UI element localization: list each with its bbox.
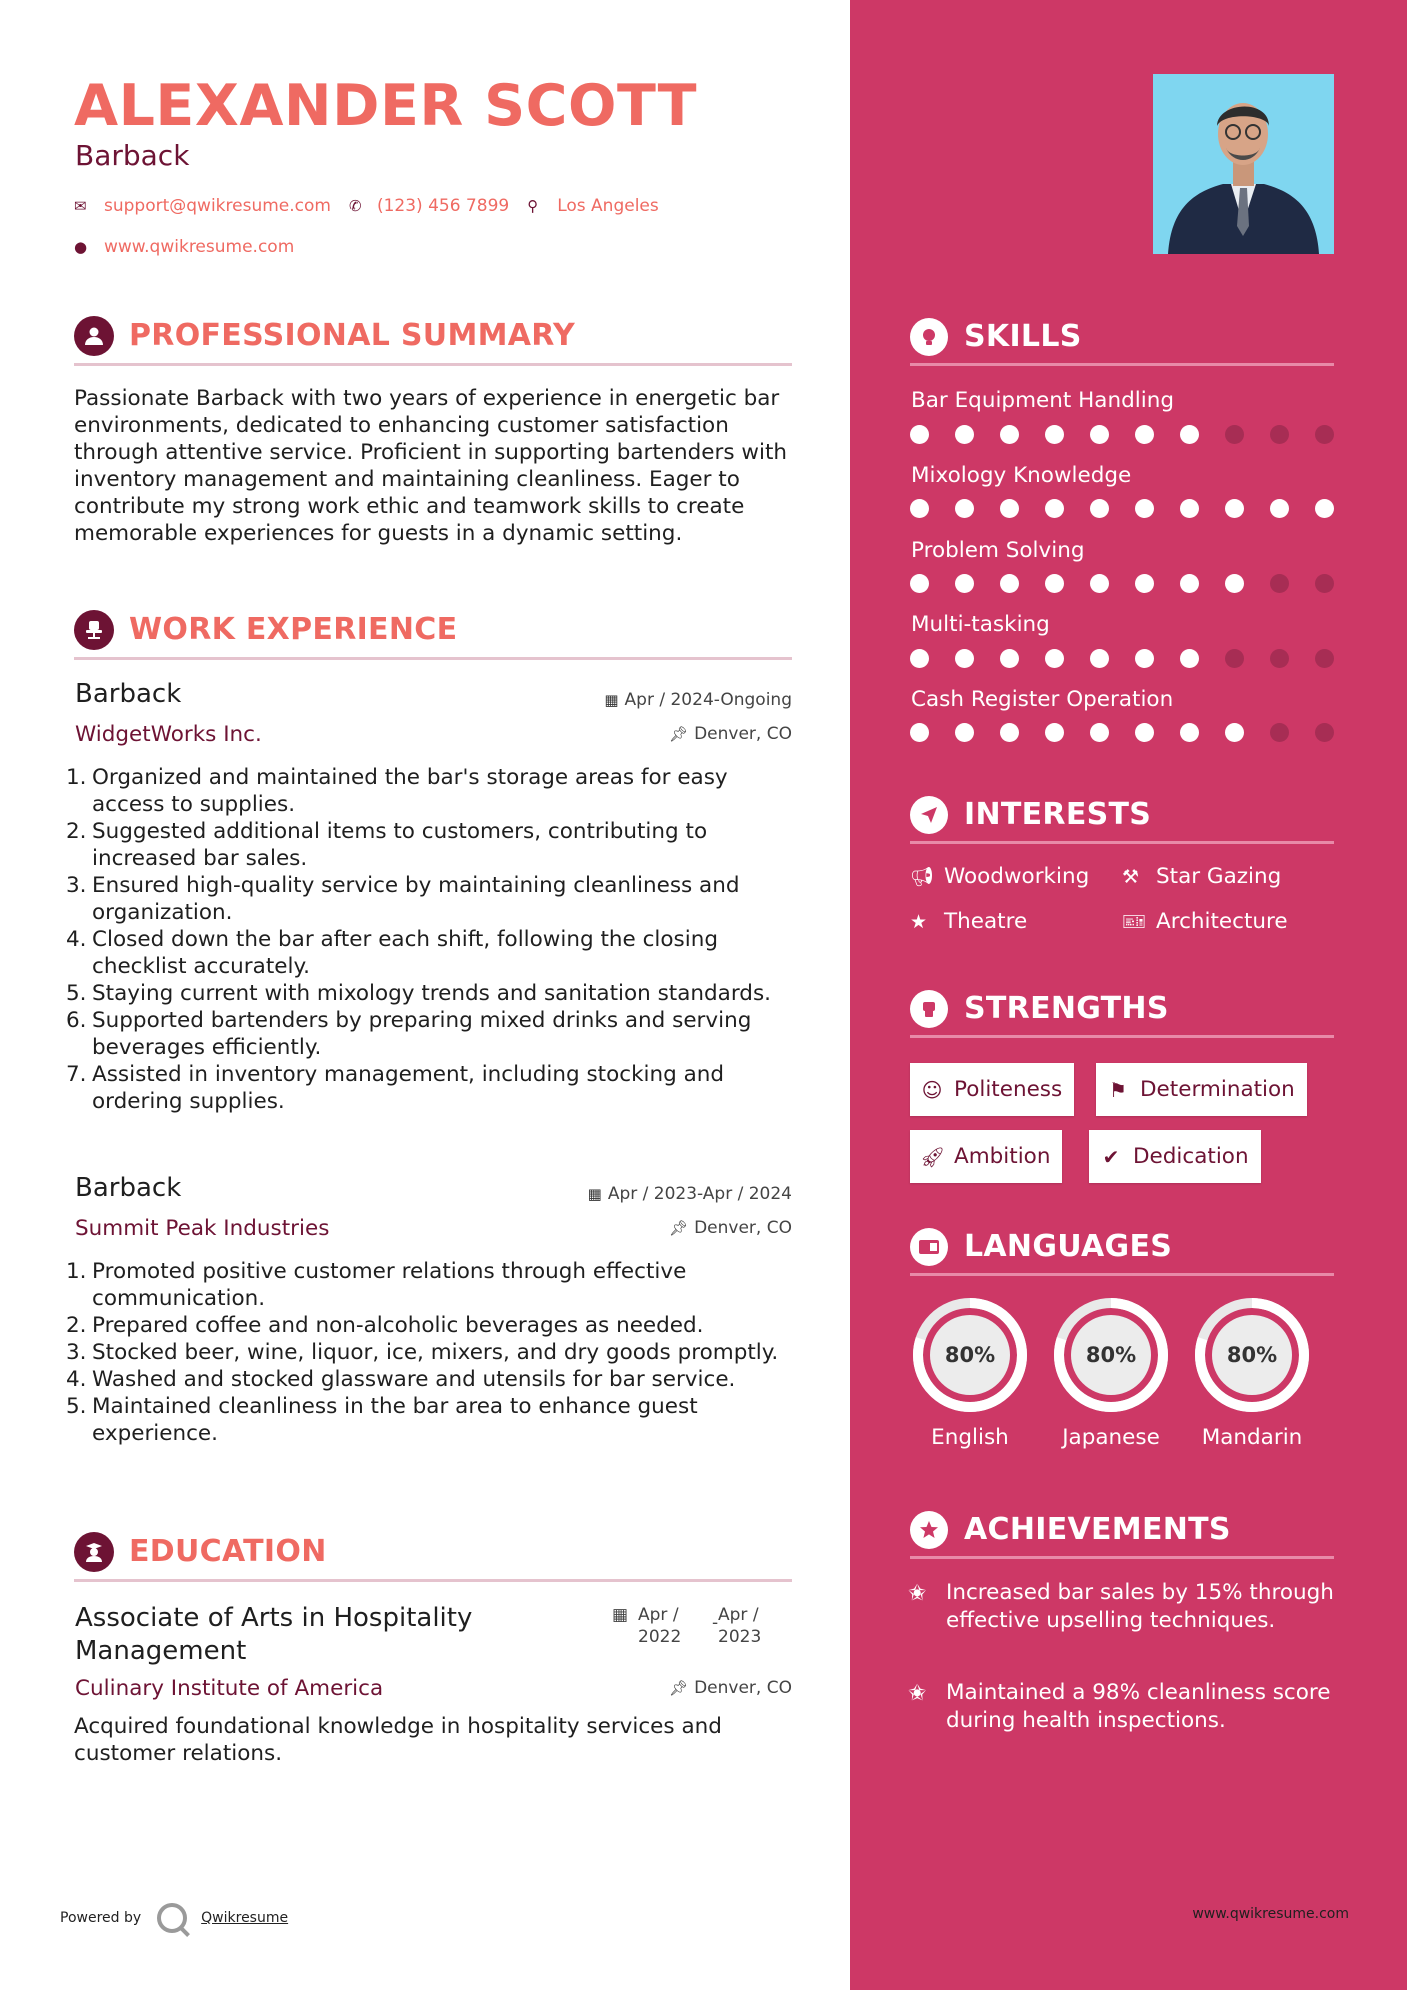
interest-item xyxy=(910,909,1027,935)
skill-dot-filled xyxy=(1135,649,1154,668)
education-section-header xyxy=(74,1526,792,1582)
languages-section-header xyxy=(910,1220,1334,1276)
skill-dot-filled xyxy=(1090,723,1109,742)
skills-section-header xyxy=(910,310,1334,366)
skill-dot-empty xyxy=(1315,425,1334,444)
star-icon: ✬ xyxy=(908,1581,927,1606)
achievement-text: Increased bar sales by 15% through effective upselling techniques. xyxy=(946,1580,1334,1633)
phone-icon: ✆ xyxy=(348,197,362,215)
strengths-heading: STRENGTHS xyxy=(964,991,1169,1026)
skill-dot-filled xyxy=(910,425,929,444)
skill-dot-filled xyxy=(1180,649,1199,668)
skills-heading: SKILLS xyxy=(964,319,1082,354)
gavel-icon: ⚒ xyxy=(1122,866,1140,888)
skill-dot-filled xyxy=(1090,425,1109,444)
strength-tag xyxy=(1089,1130,1261,1183)
skill-dot-filled xyxy=(1000,425,1019,444)
strength-label: Ambition xyxy=(954,1144,1051,1169)
skill-name: Cash Register Operation xyxy=(911,687,1174,712)
interest-label: Theatre xyxy=(944,909,1028,934)
skill-dot-filled xyxy=(1090,499,1109,518)
edu-date-start-month: Apr / xyxy=(638,1605,679,1625)
qwikresume-logo-icon xyxy=(157,1903,187,1933)
skill-dot-filled xyxy=(1135,723,1154,742)
edu-date-end-month: Apr / xyxy=(718,1605,759,1625)
edu-location-text: Denver, CO xyxy=(694,1678,792,1698)
footer-website[interactable]: www.qwikresume.com xyxy=(1192,1906,1349,1922)
skill-dot-empty xyxy=(1270,574,1289,593)
edu-date-end xyxy=(718,1604,761,1648)
skill-rating xyxy=(910,649,1330,669)
degree-title: Associate of Arts in Hospitality Management xyxy=(75,1603,473,1666)
calendar-icon: ▦ xyxy=(587,1185,602,1203)
rocket-icon: 🚀︎ xyxy=(920,1144,946,1169)
summary-text: Passionate Barback with two years of experience in energetic bar environments, dedicated to enhancing customer satisfaction through attentive service. Proficient in supporting bartenders with inventory management and maintaining cleanliness. Eager to contribute my strong work ethic and teamwork skills to create memorable experiences for guests in a dynamic setting. xyxy=(74,386,788,546)
language-percent: 80% xyxy=(1226,1343,1278,1367)
profile-photo xyxy=(1153,74,1334,254)
skill-dot-filled xyxy=(955,499,974,518)
interest-label: Woodworking xyxy=(944,864,1090,889)
interest-item xyxy=(1122,864,1281,890)
languages-heading: LANGUAGES xyxy=(964,1229,1173,1264)
list-item: 5. Maintained cleanliness in the bar area to enhance guest experience. xyxy=(66,1394,698,1446)
edu-location xyxy=(669,1677,792,1699)
skill-dot-filled xyxy=(910,499,929,518)
website-row xyxy=(74,236,312,258)
interest-item xyxy=(910,864,1089,890)
job-location xyxy=(669,1217,792,1239)
achievement-text: Maintained a 98% cleanliness score during health inspections. xyxy=(946,1680,1331,1733)
list-item: 5. Staying current with mixology trends and sanitation standards. xyxy=(66,981,771,1006)
star-badge-icon xyxy=(910,1511,948,1549)
skill-dot-filled xyxy=(955,425,974,444)
edu-date-start-year: 2022 xyxy=(638,1627,682,1647)
job-company: WidgetWorks Inc. xyxy=(75,722,262,747)
candidate-title: Barback xyxy=(75,139,190,172)
strength-tag xyxy=(910,1063,1074,1116)
language-gauge xyxy=(1051,1295,1171,1415)
interests-section-header xyxy=(910,788,1334,844)
paper-plane-icon xyxy=(910,796,948,834)
skill-dot-filled xyxy=(1315,499,1334,518)
language-name: Japanese xyxy=(1062,1425,1160,1450)
interest-label: Star Gazing xyxy=(1156,864,1282,889)
globe-icon: ● xyxy=(74,238,88,256)
skill-dot-filled xyxy=(955,723,974,742)
language-icon xyxy=(910,1228,948,1266)
powered-by xyxy=(60,1903,288,1933)
flag-icon: ⚑ xyxy=(1109,1077,1127,1102)
achievements-section-header xyxy=(910,1503,1334,1559)
skill-dot-filled xyxy=(1045,723,1064,742)
experience-heading: WORK EXPERIENCE xyxy=(129,612,458,647)
interests-heading: INTERESTS xyxy=(964,797,1152,832)
language-item xyxy=(1192,1295,1312,1451)
summary-section-header xyxy=(74,310,792,366)
skill-dot-filled xyxy=(955,649,974,668)
language-percent: 80% xyxy=(944,1343,996,1367)
office-chair-icon xyxy=(74,610,114,650)
skill-dot-filled xyxy=(1090,649,1109,668)
calendar-icon: ▦ xyxy=(612,1605,629,1625)
job-location-text: Denver, CO xyxy=(694,724,792,744)
skill-dot-empty xyxy=(1270,649,1289,668)
list-item: 3. Stocked beer, wine, liquor, ice, mixers, and dry goods promptly. xyxy=(66,1340,779,1365)
job-date xyxy=(588,1183,792,1205)
skill-dot-filled xyxy=(1090,574,1109,593)
skill-dot-filled xyxy=(910,574,929,593)
skill-dot-filled xyxy=(1000,574,1019,593)
strength-tag xyxy=(1096,1063,1307,1116)
strengths-section-header xyxy=(910,982,1334,1038)
skill-rating xyxy=(910,499,1330,519)
skill-rating xyxy=(910,574,1330,594)
list-item: 2. Suggested additional items to customers, contributing to increased bar sales. xyxy=(66,819,708,871)
job-duties-list xyxy=(66,764,796,1115)
lightbulb-icon xyxy=(910,318,948,356)
list-item: 4. Washed and stocked glassware and utensils for bar service. xyxy=(66,1367,736,1392)
check-circle-icon: ✔ xyxy=(1102,1144,1120,1169)
user-icon xyxy=(74,316,114,356)
strength-tag xyxy=(910,1130,1062,1183)
graduate-icon xyxy=(74,1532,114,1572)
skill-name: Problem Solving xyxy=(911,538,1085,563)
job-company: Summit Peak Industries xyxy=(75,1216,330,1241)
skill-dot-filled xyxy=(1000,649,1019,668)
summary-heading: PROFESSIONAL SUMMARY xyxy=(129,318,576,353)
location-text: Los Angeles xyxy=(557,196,659,216)
skill-name: Bar Equipment Handling xyxy=(911,388,1174,413)
pin-icon: 📌︎ xyxy=(669,1679,689,1697)
smile-icon: ☺ xyxy=(921,1077,943,1102)
website-link[interactable]: www.qwikresume.com xyxy=(104,237,295,257)
bullhorn-icon: 📢︎ xyxy=(910,866,935,888)
skill-dot-filled xyxy=(1180,574,1199,593)
skill-dot-filled xyxy=(1180,723,1199,742)
ticket-icon: 🎫︎ xyxy=(1122,911,1147,933)
skill-dot-filled xyxy=(1180,425,1199,444)
list-item: 1. Promoted positive customer relations through effective communication. xyxy=(66,1259,687,1311)
job-date-text: Apr / 2023-Apr / 2024 xyxy=(607,1184,792,1204)
job-title: Barback xyxy=(75,679,182,709)
candidate-name: ALEXANDER SCOTT xyxy=(74,73,698,139)
edu-date-end-year: 2023 xyxy=(718,1627,762,1647)
star-icon: ✬ xyxy=(908,1681,927,1706)
achievements-heading: ACHIEVEMENTS xyxy=(964,1512,1231,1547)
sidebar xyxy=(850,0,1407,1990)
interest-label: Architecture xyxy=(1156,909,1288,934)
fist-icon xyxy=(910,990,948,1028)
job-date xyxy=(604,689,792,711)
skill-dot-empty xyxy=(1315,649,1334,668)
strength-label: Determination xyxy=(1140,1077,1295,1102)
skill-dot-empty xyxy=(1315,723,1334,742)
skill-dot-filled xyxy=(910,649,929,668)
list-item: 4. Closed down the bar after each shift, following the closing checklist accurately. xyxy=(66,927,718,979)
skill-dot-empty xyxy=(1270,723,1289,742)
skill-dot-filled xyxy=(1135,574,1154,593)
job-title: Barback xyxy=(75,1173,182,1203)
achievement-item xyxy=(908,1579,1348,1635)
date-separator: - xyxy=(712,1613,719,1633)
skill-dot-filled xyxy=(1045,425,1064,444)
skill-dot-filled xyxy=(1225,723,1244,742)
star-icon: ★ xyxy=(910,911,928,933)
brand-link[interactable]: Qwikresume xyxy=(201,1910,289,1926)
skill-rating xyxy=(910,425,1330,445)
skill-dot-empty xyxy=(1270,425,1289,444)
skill-dot-filled xyxy=(1225,574,1244,593)
skill-dot-filled xyxy=(1045,574,1064,593)
experience-section-header xyxy=(74,604,792,660)
calendar-icon: ▦ xyxy=(604,691,619,709)
list-item: 3. Ensured high-quality service by maintaining cleanliness and organization. xyxy=(66,873,740,925)
skill-dot-filled xyxy=(1270,499,1289,518)
skill-rating xyxy=(910,723,1330,743)
email-link[interactable]: support@qwikresume.com xyxy=(104,196,331,216)
skill-dot-filled xyxy=(1000,723,1019,742)
job-duties-list xyxy=(66,1258,796,1447)
map-marker-icon: ⚲ xyxy=(527,197,539,215)
list-item: 6. Supported bartenders by preparing mixed drinks and serving beverages efficiently. xyxy=(66,1008,752,1060)
skill-dot-filled xyxy=(1045,499,1064,518)
skill-dot-filled xyxy=(955,574,974,593)
powered-by-label: Powered by xyxy=(60,1910,142,1926)
skill-dot-filled xyxy=(1180,499,1199,518)
language-gauge xyxy=(910,1295,1030,1415)
language-item xyxy=(1051,1295,1171,1451)
skill-dot-empty xyxy=(1225,649,1244,668)
education-heading: EDUCATION xyxy=(129,1534,327,1569)
pin-icon: 📌︎ xyxy=(669,725,689,743)
strength-label: Politeness xyxy=(954,1077,1063,1102)
interest-item xyxy=(1122,909,1288,935)
phone-text: (123) 456 7899 xyxy=(376,196,510,216)
strength-label: Dedication xyxy=(1133,1144,1249,1169)
edu-date-start xyxy=(638,1604,681,1648)
skill-dot-filled xyxy=(910,723,929,742)
skill-dot-empty xyxy=(1315,574,1334,593)
list-item: 7. Assisted in inventory management, including stocking and ordering supplies. xyxy=(66,1062,725,1114)
school-name: Culinary Institute of America xyxy=(75,1676,384,1701)
achievement-item xyxy=(908,1679,1348,1735)
skill-dot-filled xyxy=(1135,425,1154,444)
skill-dot-filled xyxy=(1225,499,1244,518)
language-name: Mandarin xyxy=(1201,1425,1303,1450)
job-location-text: Denver, CO xyxy=(694,1218,792,1238)
skill-dot-filled xyxy=(1045,649,1064,668)
skill-dot-filled xyxy=(1135,499,1154,518)
pin-icon: 📌︎ xyxy=(669,1219,689,1237)
skill-name: Mixology Knowledge xyxy=(911,463,1132,488)
skill-dot-empty xyxy=(1225,425,1244,444)
language-percent: 80% xyxy=(1085,1343,1137,1367)
job-date-text: Apr / 2024-Ongoing xyxy=(624,690,792,710)
list-item: 2. Prepared coffee and non-alcoholic beverages as needed. xyxy=(66,1313,704,1338)
envelope-icon: ✉ xyxy=(74,197,87,215)
skill-name: Multi-tasking xyxy=(911,612,1050,637)
education-description: Acquired foundational knowledge in hospitality services and customer relations. xyxy=(74,1714,722,1766)
language-gauge xyxy=(1192,1295,1312,1415)
job-location xyxy=(669,723,792,745)
contact-row xyxy=(74,195,677,217)
skill-dot-filled xyxy=(1000,499,1019,518)
list-item: 1. Organized and maintained the bar's storage areas for easy access to supplies. xyxy=(66,765,728,817)
language-item xyxy=(910,1295,1030,1451)
language-name: English xyxy=(931,1425,1009,1450)
